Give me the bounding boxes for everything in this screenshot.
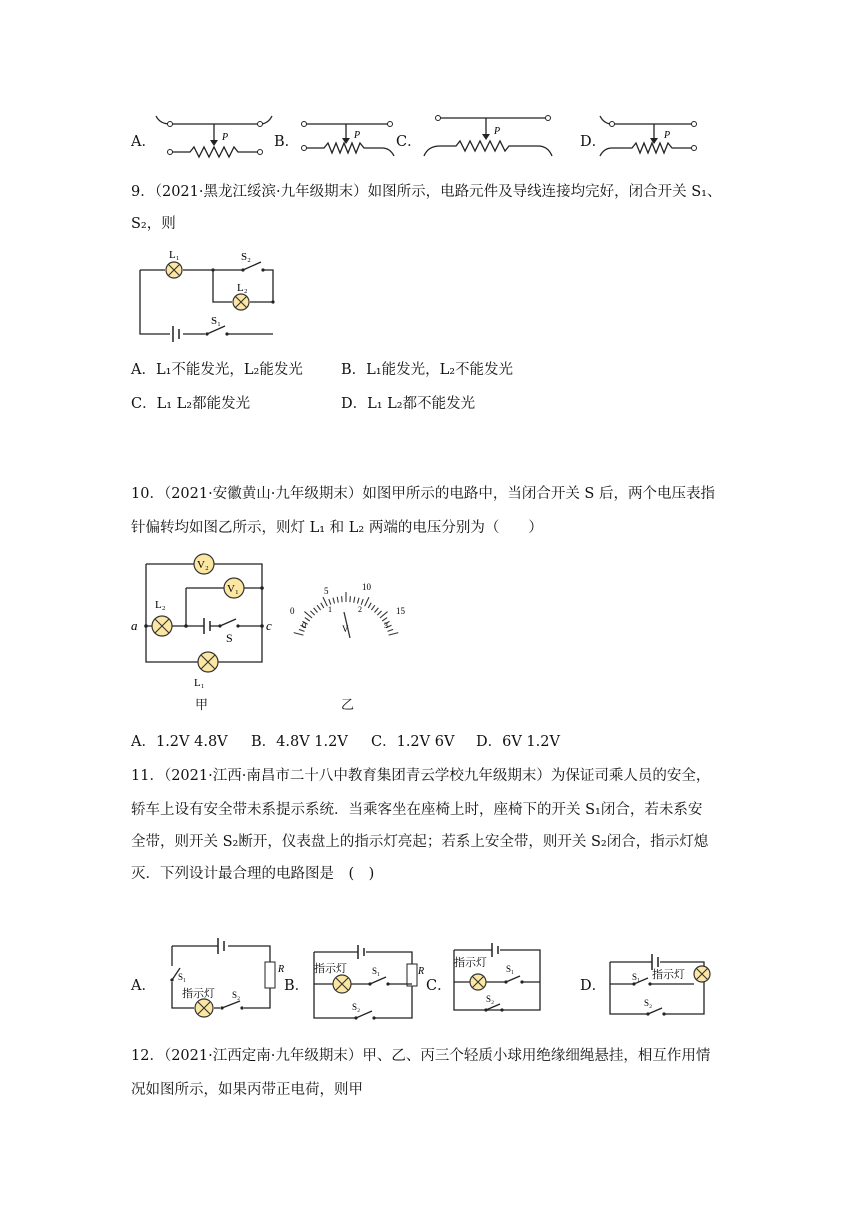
svg-text:S₁: S₁ <box>372 966 381 976</box>
svg-text:指示灯: 指示灯 <box>182 988 215 1000</box>
q9-option-a: A．L₁不能发光，L₂能发光 <box>131 362 303 378</box>
svg-text:S₂: S₂ <box>352 1002 361 1012</box>
meter-tick <box>321 603 324 608</box>
meter-tick <box>350 596 351 602</box>
svg-text:S₁: S₁ <box>178 972 187 982</box>
svg-text:R: R <box>418 966 425 977</box>
meter-tick <box>388 629 394 631</box>
q11-question-line2: 轿车上设有安全带未系提示系统．当乘客坐在座椅上时，座椅下的开关 S₁闭合，若未系安 <box>131 802 703 818</box>
q8-option-d-label: D． <box>580 134 607 150</box>
q11-question-line3: 全带，则开关 S₂断开，仪表盘上的指示灯亮起；若系上安全带，则开关 S₂闭合，指示灯熄 <box>131 834 709 850</box>
q10-question-line1: 10．（2021·安徽黄山·九年级期末）如图甲所示的电路中，当闭合开关 S 后，两个电压表指 <box>131 486 715 502</box>
q8-figure-d <box>596 108 706 164</box>
svg-text:S₂: S₂ <box>232 990 241 1000</box>
meter-tick <box>294 633 304 636</box>
q10-figure-label-yi: 乙 <box>341 698 355 713</box>
q8-option-c-label: C． <box>396 134 422 150</box>
q11-option-d-label: D． <box>580 978 607 994</box>
q9-option-d: D．L₁ L₂都不能发光 <box>341 396 476 412</box>
q11-option-b-label: B． <box>284 978 310 994</box>
meter-tick <box>389 633 399 636</box>
svg-text:P: P <box>494 126 501 137</box>
svg-text:S₂: S₂ <box>241 251 251 263</box>
svg-text:V₁: V₁ <box>227 583 239 595</box>
svg-text:指示灯: 指示灯 <box>652 969 685 981</box>
svg-text:10: 10 <box>362 582 371 592</box>
q11-circuit-c <box>450 942 546 1020</box>
svg-text:L₁: L₁ <box>194 677 205 689</box>
q9-option-b: B．L₁能发光，L₂不能发光 <box>341 362 514 378</box>
q10-option-b: B．4.8V 1.2V <box>251 734 348 750</box>
meter-tick <box>323 597 327 606</box>
q8-figure-c <box>420 108 560 164</box>
q11-question-line4: 灭．下列设计最合理的电路图是 ( ) <box>131 866 375 882</box>
svg-text:P: P <box>222 132 229 143</box>
meter-tick <box>317 605 321 610</box>
svg-text:15: 15 <box>396 606 405 616</box>
q11-circuit-b <box>310 944 428 1026</box>
svg-text:L₂: L₂ <box>237 282 248 294</box>
q11-option-c-label: C． <box>426 978 452 994</box>
svg-text:V₂: V₂ <box>197 559 209 571</box>
meter-tick <box>354 597 355 603</box>
svg-text:1: 1 <box>328 605 332 614</box>
q10-option-d: D．6V 1.2V <box>476 734 560 750</box>
svg-text:R: R <box>278 964 285 975</box>
q10-question-line2: 针偏转均如图乙所示，则灯 L₁ 和 L₂ 两端的电压分别为（ ） <box>131 520 543 536</box>
meter-tick <box>304 612 312 618</box>
q11-option-a-label: A． <box>131 978 156 994</box>
meter-tick <box>358 598 360 604</box>
meter-tick <box>365 597 369 606</box>
q8-option-b-label: B． <box>274 134 300 150</box>
meter-tick <box>361 599 363 605</box>
svg-text:2: 2 <box>358 605 362 614</box>
svg-text:S₁: S₁ <box>506 964 515 974</box>
svg-text:5: 5 <box>324 586 329 596</box>
meter-tick <box>368 603 371 608</box>
meter-tick <box>310 611 314 615</box>
q12-question-line1: 12．（2021·江西定南·九年级期末）甲、乙、丙三个轻质小球用绝缘细绳悬挂，相互作用情 <box>131 1048 711 1064</box>
meter-tick <box>314 608 318 613</box>
meter-tick <box>333 598 335 604</box>
svg-text:L₁: L₁ <box>169 249 180 261</box>
meter-tick <box>371 605 375 610</box>
q11-circuit-a <box>160 932 285 1022</box>
q9-question-line2: S₂，则 <box>131 216 176 232</box>
q10-option-c: C．1.2V 6V <box>371 734 455 750</box>
q9-option-c: C．L₁ L₂都能发光 <box>131 396 251 412</box>
meter-tick <box>337 597 338 603</box>
svg-text:3: 3 <box>384 621 388 630</box>
meter-tick <box>342 596 343 602</box>
svg-text:V: V <box>342 624 349 634</box>
q10-circuit-figure-jia <box>128 548 278 690</box>
q11-question-line1: 11．（2021·江西·南昌市二十八中教育集团青云学校九年级期末）为保证司乘人员的安全， <box>131 768 711 784</box>
svg-text:S₁: S₁ <box>632 972 641 982</box>
q10-voltmeter-figure-yi <box>284 576 414 646</box>
q11-circuit-d <box>604 944 716 1024</box>
svg-text:S₂: S₂ <box>486 994 495 1004</box>
svg-text:S: S <box>226 631 233 645</box>
q8-option-a-label: A． <box>131 134 156 150</box>
svg-text:0: 0 <box>302 621 306 630</box>
svg-text:指示灯: 指示灯 <box>314 963 347 975</box>
svg-text:0: 0 <box>290 606 295 616</box>
q10-option-a: A．1.2V 4.8V <box>131 734 228 750</box>
svg-text:a: a <box>131 618 138 633</box>
svg-text:P: P <box>354 130 361 141</box>
q10-figure-label-jia: 甲 <box>195 698 209 713</box>
svg-text:P: P <box>664 130 671 141</box>
meter-tick <box>375 608 379 613</box>
meter-tick <box>380 612 388 618</box>
q8-figure-b <box>294 108 404 164</box>
svg-text:L₂: L₂ <box>155 599 166 611</box>
svg-text:S₁: S₁ <box>211 315 221 327</box>
svg-text:S₂: S₂ <box>644 998 653 1008</box>
q9-question-line1: 9．（2021·黑龙江绥滨·九年级期末）如图所示，电路元件及导线连接均完好，闭合开关 S₁、 <box>131 184 722 200</box>
svg-text:指示灯: 指示灯 <box>454 957 487 969</box>
meter-tick <box>377 611 381 615</box>
q12-question-line2: 况如图所示，如果丙带正电荷，则甲 <box>131 1082 363 1098</box>
q8-figure-a <box>150 108 280 164</box>
svg-text:c: c <box>266 618 272 633</box>
q9-circuit-figure <box>135 244 285 344</box>
meter-tick <box>329 599 331 605</box>
